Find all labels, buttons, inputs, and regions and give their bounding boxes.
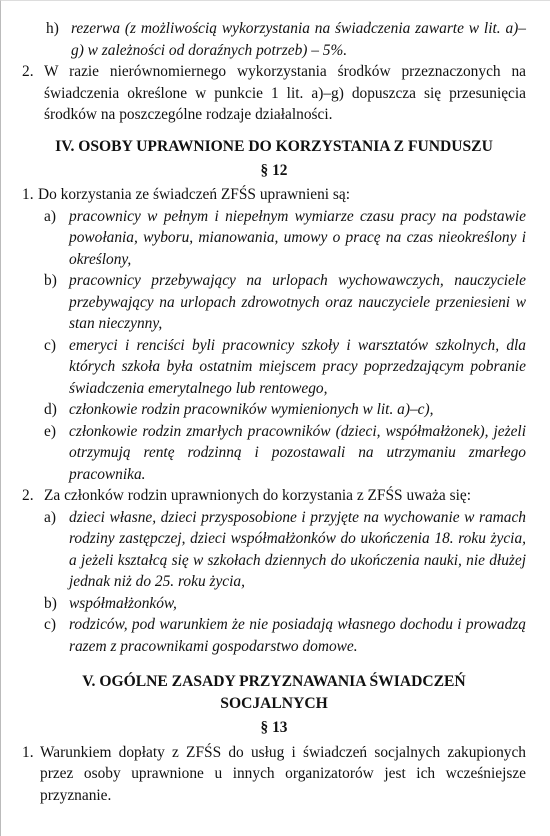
paragraph-sign-12: § 12 bbox=[260, 161, 288, 179]
item-marker: b) bbox=[44, 272, 57, 289]
item-text: rezerwa (z możliwością wykorzystania na świadczenia zawarte w lit. a)–g) w zależności od doraźnych potrzeb) – 5%. bbox=[71, 20, 526, 59]
list-item bbox=[44, 421, 526, 486]
list-item-h bbox=[46, 18, 526, 61]
item-marker: c) bbox=[44, 616, 56, 633]
item-text: rodziców, pod warunkiem że nie posiadają własnego dochodu i prowadzą razem z pracownikami gospodarstwo domowe. bbox=[69, 616, 526, 655]
item-text: emeryci i renciści byli pracownicy szkoły i warsztatów szkolnych, dla których szkoła była ostatnim miejscem pracy poprzedzającym pobranie świadczenia emerytalnego lub rentowego, bbox=[69, 336, 526, 397]
item-marker: c) bbox=[44, 336, 56, 354]
section-heading-line-1: V. OGÓLNE ZASADY PRZYZNAWANIA ŚWIADCZEŃ bbox=[82, 673, 466, 690]
item-marker: b) bbox=[44, 594, 57, 612]
paragraph-1-eligible bbox=[22, 184, 526, 206]
item-marker: e) bbox=[44, 422, 56, 440]
item-marker: d) bbox=[44, 401, 57, 418]
item-marker: 1. bbox=[22, 186, 34, 203]
item-text: dzieci własne, dzieci przysposobione i przyjęte na wychowanie w ramach rodziny zastępczej, dzieci współmałżonków do ukończenia 18. roku życia, a jeżeli kształcą się w szkołach dziennych do ukończenia nauki, nie dłużej jednak niż do 25. roku życia, bbox=[69, 508, 526, 590]
list-item bbox=[44, 593, 526, 615]
item-marker: 1. bbox=[22, 743, 34, 761]
section-heading-v bbox=[22, 671, 526, 715]
list-item bbox=[44, 399, 526, 421]
item-text: Do korzystania ze świadczeń ZFŚS uprawnieni są: bbox=[38, 186, 351, 203]
item-text: współmałżonków, bbox=[69, 594, 177, 612]
list-item bbox=[44, 507, 526, 593]
list-item bbox=[44, 206, 526, 271]
item-marker: a) bbox=[44, 508, 56, 526]
list-item bbox=[44, 270, 526, 335]
list-item bbox=[44, 614, 526, 657]
item-text: Za członków rodzin uprawnionych do korzystania z ZFŚS uważa się: bbox=[44, 487, 471, 504]
item-text: pracownicy w pełnym i niepełnym wymiarze czasu pracy na podstawie powołania, wyboru, mianowania, umowy o pracę na czas nieokreślony i określony, bbox=[69, 207, 526, 268]
paragraph-sign-13: § 13 bbox=[260, 719, 288, 736]
paragraph-2-funds-shift bbox=[22, 61, 526, 126]
item-marker: h) bbox=[46, 20, 59, 37]
item-text: pracownicy przebywający na urlopach wychowawczych, nauczyciele przebywający na urlopach zdrowotnych oraz nauczyciele przeniesieni w stan nieczynny, bbox=[69, 272, 526, 332]
item-text: Warunkiem dopłaty z ZFŚS do usług i świadczeń socjalnych zakupionych przez osoby uprawnione u innych organizatorów jest ich wcześniejsze przyznanie. bbox=[40, 743, 526, 804]
item-text: członkowie rodzin pracowników wymienionych w lit. a)–c), bbox=[69, 401, 434, 418]
paragraph-1-subsidy-condition bbox=[22, 742, 526, 807]
paragraph-2-family-members bbox=[22, 485, 526, 507]
item-text: W razie nierównomiernego wykorzystania środków przeznaczonych na świadczenia określone w punkcie 1 lit. a)–g) dopuszcza się przesunięcia środków na poszczególne rodzaje działalności. bbox=[44, 63, 526, 123]
item-text: członkowie rodzin zmarłych pracowników (dzieci, współmałżonek), jeżeli otrzymują rentę rodzinną i pozostawali na utrzymaniu zmarłego pracownika. bbox=[69, 422, 526, 483]
list-item bbox=[44, 335, 526, 400]
item-marker: 2. bbox=[22, 487, 34, 504]
item-marker: 2. bbox=[22, 63, 34, 80]
item-marker: a) bbox=[44, 207, 56, 225]
section-heading-line-2: SOCJALNYCH bbox=[220, 695, 328, 712]
section-heading-iv: IV. OSOBY UPRAWNIONE DO KORZYSTANIA Z FUNDUSZU bbox=[55, 137, 493, 155]
